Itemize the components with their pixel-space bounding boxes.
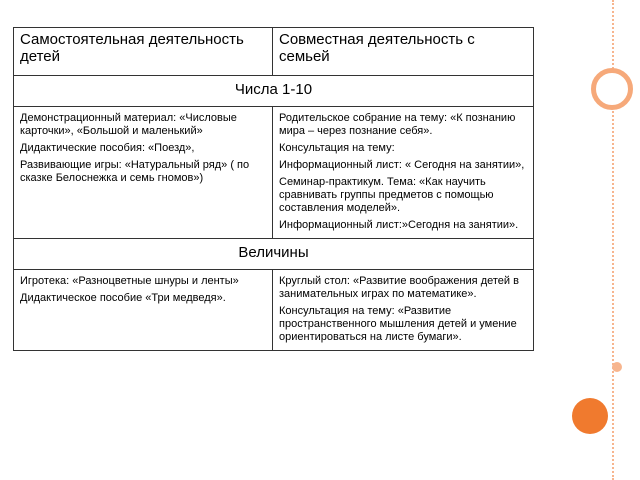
header-family-activity: Совместная деятельность с семьей <box>273 28 534 76</box>
list-item: Дидактическое пособие «Три медведя». <box>20 292 226 304</box>
list-item: Игротека: «Разноцветные шнуры и ленты» <box>20 275 239 287</box>
list-item: Консультация на тему: «Развитие пространственного мышления детей и умение ориентироваться на листе бумаги». <box>279 305 517 343</box>
table-header-row <box>14 28 534 76</box>
list-item: Семинар-практикум. Тема: «Как научить сравнивать группы предметов с помощью составления моделей». <box>279 176 494 214</box>
list-item: Родительское собрание на тему: «К познанию мира – через познание себя». <box>279 112 516 137</box>
section-title-row <box>14 76 534 107</box>
decorative-circle-icon <box>572 398 608 434</box>
list-item: Круглый стол: «Развитие воображения детей в занимательных играх по математике». <box>279 275 519 300</box>
section-title-numbers: Числа 1-10 <box>14 76 534 107</box>
header-independent-activity: Самостоятельная деятельность детей <box>14 28 273 76</box>
list-item: Информационный лист: « Сегодня на занятии», <box>279 159 525 171</box>
quantities-family-cell <box>273 270 534 351</box>
numbers-independent-cell <box>14 107 273 239</box>
decorative-ring-icon <box>591 68 633 110</box>
list-item: Демонстрационный материал: «Числовые карточки», «Большой и маленький» <box>20 112 237 137</box>
list-item: Информационный лист:»Сегодня на занятии». <box>279 219 519 231</box>
list-item: Развивающие игры: «Натуральный ряд» ( по сказке Белоснежка и семь гномов») <box>20 159 250 184</box>
list-item: Консультация на тему: <box>279 142 395 154</box>
list-item: Дидактические пособия: «Поезд», <box>20 142 195 154</box>
quantities-independent-cell <box>14 270 273 351</box>
table-row <box>14 270 534 351</box>
activities-table <box>13 27 534 351</box>
section-title-quantities: Величины <box>14 239 534 270</box>
section-title-row <box>14 239 534 270</box>
numbers-family-cell <box>273 107 534 239</box>
decorative-dot-icon <box>612 362 622 372</box>
table-row <box>14 107 534 239</box>
